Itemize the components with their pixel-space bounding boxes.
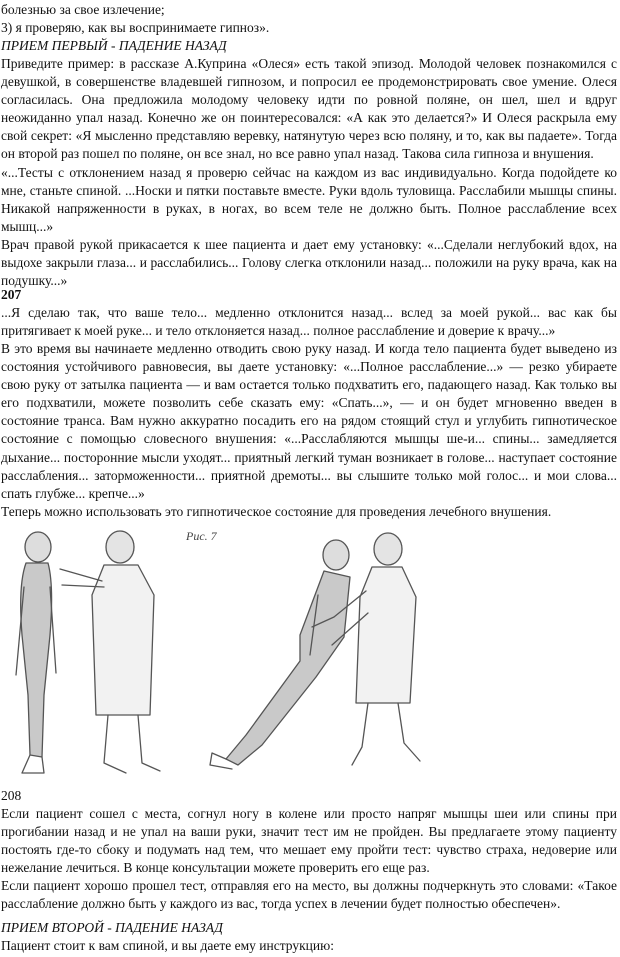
page-number-208: 208: [1, 788, 22, 803]
paragraph-lean-back: ...Я сделаю так, что ваше тело... медленно отклонится назад... вслед за моей рукой... вас как бы притягивает к моей руке... и тело отклоняется назад... полное расслабление и доверие к врачу...»: [1, 305, 617, 339]
section-heading-first: ПРИЕМ ПЕРВЫЙ - ПАДЕНИЕ НАЗАД: [1, 38, 227, 53]
text-line-intro: болезнью за свое излечение;: [1, 2, 165, 17]
text-line-second-instruction: Пациент стоит к вам спиной, и вы даете ему инструкцию:: [1, 938, 334, 953]
text-line-item-3: 3) я проверяю, как вы воспринимаете гипноз».: [1, 20, 270, 35]
paragraph-kuprin-example: Приведите пример: в рассказе А.Куприна «Олеся» есть такой эпизод. Молодой человек познакомился с девушкой, в совершенстве владевшей гипнозом, и попросил ее продемонстрировать свое умение. Олеся согласилась. Она предложила молодому человеку идти по ровной поляне, он шел, шел и вдруг неожиданно упал назад. Конечно же он поинтересовался: «А как это делается?» И Олеся раскрыла ему свой секрет: «Я мысленно представляю веревку, натянутую через всю поляну, и то, как вы падаете». Тогда он второй раз пошел по поляне, он все знал, но все равно упал назад. Такова сила гипноза и внушения.: [1, 56, 617, 162]
doctor-standing-figure: [60, 531, 160, 773]
paragraph-test-instruction: «...Тесты с отклонением назад я проверю сейчас на каждом из вас индивидуально. Когда подойдете ко мне, станьте спиной. ...Носки и пятки поставьте вместе. Руки вдоль туловища. Расслабили мышцы спины. Никакой напряженности в руках, в ногах, во всем теле не должно быть. Полное расслабление всех мышц...»: [1, 165, 617, 235]
paragraph-test-passed: Если пациент хорошо прошел тест, отправляя его на место, вы должны подчеркнуть это словами: «Такое расслабление должно быть у каждого из вас, тогда успех в лечении будет полностью обеспечен».: [1, 878, 617, 912]
section-heading-second: ПРИЕМ ВТОРОЙ - ПАДЕНИЕ НАЗАД: [1, 920, 223, 935]
paragraph-doctor-touch: Врач правой рукой прикасается к шее пациента и дает ему установку: «...Сделали неглубокий вдох, на выдохе закрыли глаза... и расслабились... Голову слегка отклонили назад... положили на руку врача, как на подушку...»: [1, 237, 617, 289]
paragraph-therapeutic-suggestion: Теперь можно использовать это гипнотическое состояние для проведения лечебного внушения.: [1, 504, 552, 519]
figure-caption: Рис. 7: [186, 529, 217, 543]
falling-back-drawing: [0, 525, 620, 787]
figure-illustration: [0, 525, 620, 787]
page-number-207: 207: [1, 287, 22, 302]
paragraph-trance-induction: В это время вы начинаете медленно отводить свою руку назад. И когда тело пациента будет выведено из состояния устойчивого равновесия, вы даете установку: «...Полное расслабление...» — резко убираете свою руку от затылка пациента — и вам остается только подхватить его, падающего назад. Как только вы его подхватили, можете позволить себе сказать ему: «Спать...», — и он будет мгновенно введен в состояние транса. Вам нужно аккуратно посадить его на рядом стоящий стул и углубить гипнотическое состояние с помощью словесного внушения: «...Расслабляются мышцы ше-и... спины... замедляется дыхание... посторонние мысли уходят... приятный легкий туман возникает в голове... наступает состояние расслабления... заторможенности... приятной дремоты... вы слышите только мой голос... и мои слова... спать глубже... крепче...»: [1, 341, 617, 501]
paragraph-test-failed: Если пациент сошел с места, согнул ногу в колене или просто напряг мышцы шеи или спины при прогибании назад и не упал на ваши руки, значит тест им не пройден. Вы предлагаете этому пациенту постоять где-то сбоку и подумать над тем, что мешает ему пройти тест: чувство страха, недоверие или нежелание лечиться. В конце консультации можете проверить его еще раз.: [1, 806, 617, 876]
patient-falling-figure: [210, 540, 350, 769]
patient-standing-figure: [16, 532, 56, 773]
